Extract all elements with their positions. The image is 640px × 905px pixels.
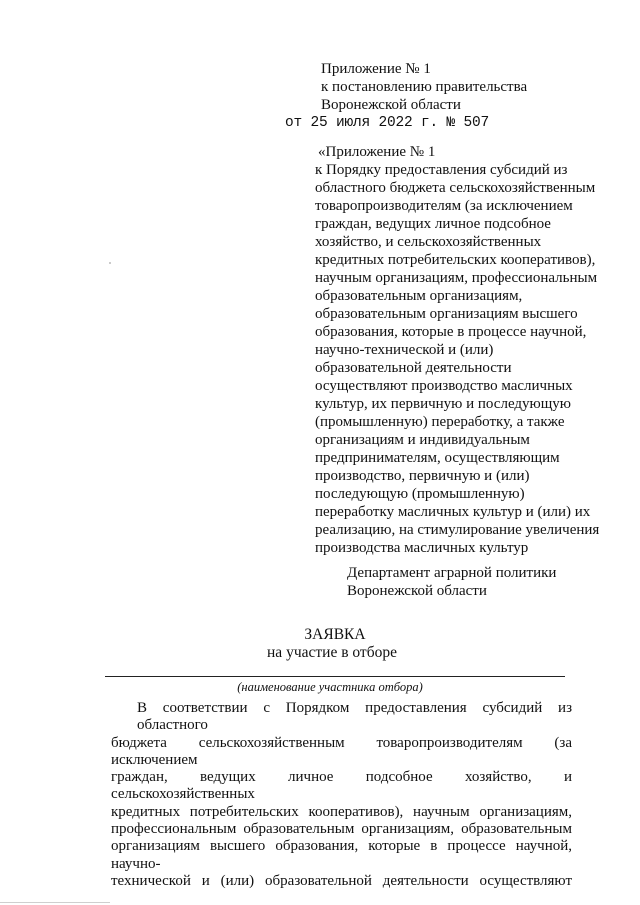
scan-speck xyxy=(109,262,111,264)
department-line: Воронежской области xyxy=(347,583,487,599)
procedure-line: научным организациям, профессиональным xyxy=(315,270,598,286)
decree-date-number: от 25 июля 2022 г. № 507 xyxy=(285,115,490,131)
procedure-line: переработку масличных культур и (или) их xyxy=(315,504,591,520)
page-edge-line xyxy=(0,902,110,903)
procedure-line: областного бюджета сельскохозяйственным xyxy=(315,180,596,196)
department-line: Департамент аграрной политики xyxy=(347,565,557,581)
application-subtitle: на участие в отборе xyxy=(267,644,397,661)
body-line: технической и (или) образовательной деятельности осуществляют xyxy=(111,872,572,889)
procedure-line: производство, первичную и (или) xyxy=(315,468,530,484)
body-line: профессиональным образовательным организациям, образовательным xyxy=(111,821,572,838)
procedure-attachment-header xyxy=(315,143,615,557)
procedure-line: научно-технической и (или) xyxy=(315,342,494,358)
procedure-line: осуществляют производство масличных xyxy=(315,378,573,394)
participant-name-line xyxy=(105,676,565,677)
procedure-line: реализацию, на стимулирование увеличения xyxy=(315,522,600,538)
procedure-line: культур, их первичную и последующую xyxy=(315,396,572,412)
procedure-line: хозяйство, и сельскохозяйственных xyxy=(315,234,542,250)
procedure-line: образовательной деятельности xyxy=(315,360,512,376)
procedure-line: предпринимателям, осуществляющим xyxy=(315,450,560,466)
procedure-line: образования, которые в процессе научной, xyxy=(315,324,587,340)
application-title-block xyxy=(0,626,640,662)
procedure-line: организациям и индивидуальным xyxy=(315,432,530,448)
application-title: ЗАЯВКА xyxy=(304,626,366,643)
procedure-line: граждан, ведущих личное подсобное xyxy=(315,216,551,232)
procedure-line: образовательным организациям высшего xyxy=(315,306,578,322)
procedure-line: производства масличных культур xyxy=(315,540,529,556)
addressee-department xyxy=(347,564,556,600)
body-line: кредитных потребительских кооперативов), научным организациям, xyxy=(111,803,572,820)
body-line: В соответствии с Порядком предоставления субсидий из областного xyxy=(137,700,572,734)
body-line: бюджета сельскохозяйственным товаропроизводителям (за исключением xyxy=(111,734,572,768)
procedure-line: кредитных потребительских кооперативов), xyxy=(315,252,596,268)
procedure-line: образовательным организациям, xyxy=(315,288,523,304)
procedure-line: последующую (промышленную) xyxy=(315,486,525,502)
participant-name-caption: (наименование участника отбора) xyxy=(237,680,423,694)
attachment-header-line: к постановлению правительства xyxy=(321,79,528,95)
procedure-line: товаропроизводителям (за исключением xyxy=(315,198,573,214)
procedure-line: (промышленную) переработку, а также xyxy=(315,414,565,430)
body-line: граждан, ведущих личное подсобное хозяйство, и сельскохозяйственных xyxy=(111,769,572,803)
attachment-header-line: Приложение № 1 xyxy=(321,61,431,77)
procedure-line: к Порядку предоставления субсидий из xyxy=(315,162,568,178)
body-line: организациям высшего образования, которые в процессе научной, научно- xyxy=(111,838,572,872)
attachment-header-line: Воронежской области xyxy=(321,97,461,113)
application-body xyxy=(111,700,572,890)
procedure-line: «Приложение № 1 xyxy=(318,144,436,160)
attachment-header xyxy=(321,60,527,114)
